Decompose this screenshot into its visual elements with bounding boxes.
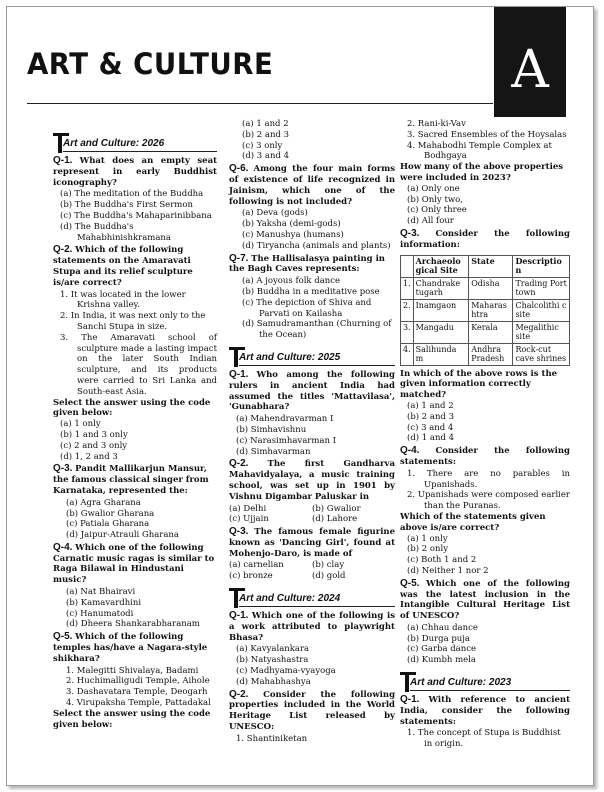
question-2026-6 — [229, 164, 395, 207]
question-2025-1 — [229, 370, 395, 413]
question-number: Q-4. — [53, 541, 73, 553]
option: (d) 1, 2 and 3 — [60, 451, 118, 462]
question-text: The Hallisalasya painting in the Bagh Caves represents: — [229, 253, 385, 275]
option: (b) Durga puja — [407, 633, 470, 644]
question-text: Which one of the following is a work attributed to playwright Bhasa? — [229, 611, 395, 643]
option: (d) Kumbh mela — [407, 655, 476, 666]
option: (b) Simhavishnu — [236, 424, 307, 435]
option: (d) Tiryancha (animals and plants) — [242, 240, 391, 251]
statement: 3. The Amaravati school of sculpture made a lasting impact on the later South Indian sculpture, and its products were carried to Sri Lanka and South-east Asia. — [60, 332, 217, 397]
statement: 3. Sacred Ensembles of the Hoysalas — [407, 129, 567, 140]
option: (a) Agra Gharana — [66, 497, 141, 508]
table-cell: Rock-cut cave shrines — [513, 343, 570, 365]
statement: 1. There are no parables in Upanishads. — [407, 468, 570, 490]
option: (d) Lahore — [312, 514, 358, 525]
table-cell: Inamgaon — [413, 299, 469, 321]
question-text: The first Gandharva Mahavidyalaya, a music training school, was set up in 1901 by Vishnu Digambar Paluskar in — [229, 459, 395, 502]
option-row — [229, 514, 395, 525]
option: (c) Only three — [407, 205, 467, 216]
question-number: Q-5. — [400, 577, 420, 589]
option: (a) 1 and 2 — [407, 400, 454, 411]
question-text: Which one of the following Carnatic music ragas is similar to Raga Bilawal in Hindustani music? — [53, 542, 215, 586]
table-cell: 2. — [401, 299, 414, 321]
question-2026-7 — [229, 254, 395, 276]
table-cell: Maharas htra — [469, 299, 513, 321]
table-cell: Chandrake tugarh — [413, 277, 469, 299]
option: (d) Simhavarman — [236, 446, 311, 457]
question-2026-4 — [53, 543, 217, 586]
question-text: Which of the following temples has/have a Nagara-style shikhara? — [53, 632, 208, 664]
option: (d) gold — [312, 571, 346, 582]
option: (d) Dheera Shankarabharanam — [66, 619, 200, 630]
answer-prompt: How many of the above properties were included in 2023? — [400, 162, 564, 183]
option: (d) Neither 1 nor 2 — [407, 565, 489, 576]
section-rule — [239, 606, 395, 607]
section-label: Art and Culture: 2026 — [63, 138, 165, 149]
section-label: Art and Culture: 2023 — [410, 677, 512, 689]
option: (b) Buddha in a meditative pose — [242, 286, 380, 297]
statement: 3. Dashavatara Temple, Deogarh — [66, 687, 208, 698]
question-number: Q-1. — [400, 694, 420, 706]
option: (a) Deva (gods) — [242, 208, 308, 219]
answer-prompt: Select the answer using the code given below: — [53, 397, 211, 419]
option-row — [229, 560, 395, 571]
option: (c) Both 1 and 2 — [407, 555, 477, 566]
option: (b) Gwalior — [312, 503, 361, 514]
option: (c) Madhyama-vyayoga — [236, 666, 336, 677]
option: (a) Only one — [407, 183, 460, 194]
option: (d) Mahabhashya — [236, 676, 311, 687]
statement: 4. Mahabodhi Temple Complex at Bodhgaya — [407, 140, 552, 162]
page-title: ART & CULTURE — [27, 47, 274, 81]
option: (d) Jaipur-Atrauli Gharana — [66, 530, 179, 541]
section-header-2025 — [229, 347, 395, 366]
question-number: Q-6. — [229, 163, 249, 175]
question-number: Q-1. — [229, 368, 249, 380]
option-row — [229, 571, 395, 582]
table-row — [401, 321, 570, 343]
section-stem — [58, 133, 62, 153]
section-header-2026 — [53, 133, 217, 152]
question-2026-5 — [53, 632, 217, 664]
option: (c) Garba dance — [407, 644, 477, 655]
question-number: Q-3. — [229, 526, 249, 538]
option: (a) Mahendravarman I — [236, 414, 334, 425]
option: (d) Samudramanthan (Churning of the Ocean) — [242, 319, 392, 341]
statement: 2. Huchimalligudi Temple, Aihole — [66, 676, 210, 687]
question-text: Consider the following properties included in the World Heritage List released by UNESCO: — [229, 689, 396, 733]
table-header-cell — [401, 255, 414, 277]
question-text: Among the four main forms of existence of life recognized in Jainism, which one of the following is not included? — [229, 164, 395, 207]
statement: 2. Upanishads were composed earlier than the Puranas. — [407, 490, 570, 512]
section-rule — [239, 365, 395, 366]
table-row — [401, 299, 570, 321]
question-2024-2 — [229, 690, 395, 733]
answer-prompt: Select the answer using the code given below: — [53, 708, 211, 730]
statement: 4. Virupaksha Temple, Pattadakal — [66, 698, 211, 709]
question-2026-1 — [53, 156, 217, 188]
question-2026-2 — [53, 245, 217, 288]
option: (a) A joyous folk dance — [242, 276, 341, 287]
question-2024-1 — [229, 611, 395, 643]
question-2023-1 — [400, 695, 570, 727]
question-text: Who among the following rulers in ancient India had assumed the titles 'Mattavilasa', 'Gunabhara? — [229, 369, 395, 413]
option: (b) Natyashastra — [236, 655, 309, 666]
option-row — [229, 504, 395, 515]
option: (b) 2 and 3 — [407, 411, 454, 422]
question-text: The famous female figurine known as 'Dancing Girl', found at Mohenjo-Daro, is made of — [229, 527, 396, 559]
section-label: Art and Culture: 2024 — [239, 593, 341, 605]
question-number: Q-2. — [229, 458, 249, 470]
section-stem — [405, 672, 409, 692]
section-rule — [410, 690, 570, 691]
question-2025-2 — [229, 459, 395, 502]
question-2024-3 — [400, 229, 570, 251]
column-2 — [229, 119, 395, 745]
statement: 1. Malegitti Shivalaya, Badami — [66, 665, 199, 676]
question-text: With reference to ancient India, consider the following statements: — [400, 695, 570, 727]
option: (b) 2 and 3 — [242, 129, 289, 140]
option: (a) carnelian — [229, 560, 284, 571]
option: (c) 2 and 3 only — [60, 440, 128, 451]
column-1 — [53, 127, 217, 730]
page — [6, 6, 594, 786]
table-cell: Kerala — [469, 321, 513, 343]
statement: 1. Shantiniketan — [236, 733, 308, 744]
option: (d) 1 and 4 — [407, 433, 454, 444]
table-row — [401, 343, 570, 365]
table-cell: Salihunda m — [413, 343, 469, 365]
chapter-letter-badge: A — [494, 7, 566, 117]
section-stem — [234, 588, 238, 608]
option: (b) clay — [312, 560, 345, 571]
option: (b) Yaksha (demi-gods) — [242, 219, 341, 230]
question-2024-5 — [400, 579, 570, 622]
option: (b) Only two, — [407, 194, 463, 205]
option: (b) Gwalior Gharana — [66, 508, 155, 519]
column-3 — [400, 119, 570, 750]
table-cell: Megalithic site — [513, 321, 570, 343]
option: (b) The Buddha's First Sermon — [60, 200, 193, 211]
table-cell: 1. — [401, 277, 414, 299]
answer-prompt: In which of the above rows is the given information correctly matched? — [400, 368, 558, 401]
option: (c) Narasimhavarman I — [236, 435, 337, 446]
question-2025-3 — [229, 527, 395, 559]
section-header-2024 — [229, 588, 395, 607]
archaeology-table — [400, 255, 570, 366]
option: (c) 3 only — [242, 140, 283, 151]
question-number: Q-2. — [53, 244, 73, 256]
table-header-cell: Archaeolo gical Site — [413, 255, 469, 277]
question-text: Pandit Mallikarjun Mansur, the famous classical singer from Karnataka, represented the: — [53, 464, 209, 496]
question-2026-3 — [53, 464, 217, 496]
table-row — [401, 277, 570, 299]
question-number: Q-1. — [229, 610, 249, 622]
question-text: Consider the following information: — [400, 228, 571, 250]
option: (c) The Buddha's Mahaparinibbana — [60, 210, 212, 221]
table-header-cell: Descriptio n — [513, 255, 570, 277]
option: (b) 1 and 3 only — [60, 429, 128, 440]
question-number: Q-7. — [229, 252, 249, 264]
option: (a) 1 only — [407, 533, 448, 544]
option: (c) Ujjain — [229, 514, 269, 525]
option: (a) Nat Bhairavi — [66, 587, 136, 598]
option: (b) 2 only — [407, 544, 448, 555]
question-number: Q-1. — [53, 155, 73, 166]
section-rule — [63, 151, 217, 152]
option: (c) Hanumatodi — [66, 608, 134, 619]
option: (d) The Buddha's Mahabhinishkramana — [60, 221, 171, 243]
option: (c) Patiala Gharana — [66, 519, 150, 530]
section-stem — [234, 347, 238, 367]
question-text: Which of the following statements on the Amaravati Stupa and its relief sculpture is/are correct? — [53, 245, 193, 288]
question-number: Q-3. — [400, 227, 420, 239]
option: (a) Kavyalankara — [236, 644, 310, 655]
question-number: Q-4. — [400, 445, 420, 457]
option: (c) The depiction of Shiva and Parvati on Kailasha — [242, 297, 372, 319]
table-cell: Odisha — [469, 277, 513, 299]
table-header-cell: State — [469, 255, 513, 277]
section-header-2023 — [400, 672, 570, 691]
statement: 2. Rani-ki-Vav — [407, 119, 466, 129]
option: (c) bronze — [229, 571, 273, 582]
option: (d) All four — [407, 216, 454, 227]
question-text: Which one of the following was the latest inclusion in the Intangible Cultural Heritage List of UNESCO? — [400, 578, 571, 622]
question-number: Q-5. — [53, 631, 73, 643]
statement: 1. It was located in the lower Krishna valley. — [60, 289, 186, 311]
question-number: Q-3. — [53, 463, 73, 475]
statement: 1. The concept of Stupa is Buddhist in origin. — [407, 728, 561, 750]
table-cell: 4. — [401, 343, 414, 365]
option: (a) Delhi — [229, 503, 267, 514]
option: (a) The meditation of the Buddha — [60, 189, 204, 200]
table-cell: Trading Port town — [513, 277, 570, 299]
question-number: Q-2. — [229, 688, 249, 700]
option: (c) Manushya (humans) — [242, 229, 344, 240]
option: (d) 3 and 4 — [242, 151, 289, 162]
question-2024-4 — [400, 446, 570, 468]
question-text: What does an empty seat represent in early Buddhist iconography? — [53, 156, 218, 188]
table-cell: 3. — [401, 321, 414, 343]
option: (b) Kamavardhini — [66, 597, 142, 608]
title-rule — [27, 103, 493, 104]
question-text: Consider the following statements: — [400, 446, 571, 467]
option: (a) 1 only — [60, 419, 101, 430]
table-cell: Andhra Pradesh — [469, 343, 513, 365]
option: (a) 1 and 2 — [242, 119, 289, 129]
option: (c) 3 and 4 — [407, 422, 454, 433]
statement: 2. In India, it was next only to the Sanchi Stupa in size. — [60, 311, 206, 332]
table-cell: Mangadu — [413, 321, 469, 343]
section-label: Art and Culture: 2025 — [239, 351, 341, 363]
table-cell: Chalcolithi c site — [513, 299, 570, 321]
option: (a) Chhau dance — [407, 622, 478, 633]
table-header-row — [401, 255, 570, 277]
answer-prompt: Which of the statements given above is/are correct? — [400, 511, 546, 533]
